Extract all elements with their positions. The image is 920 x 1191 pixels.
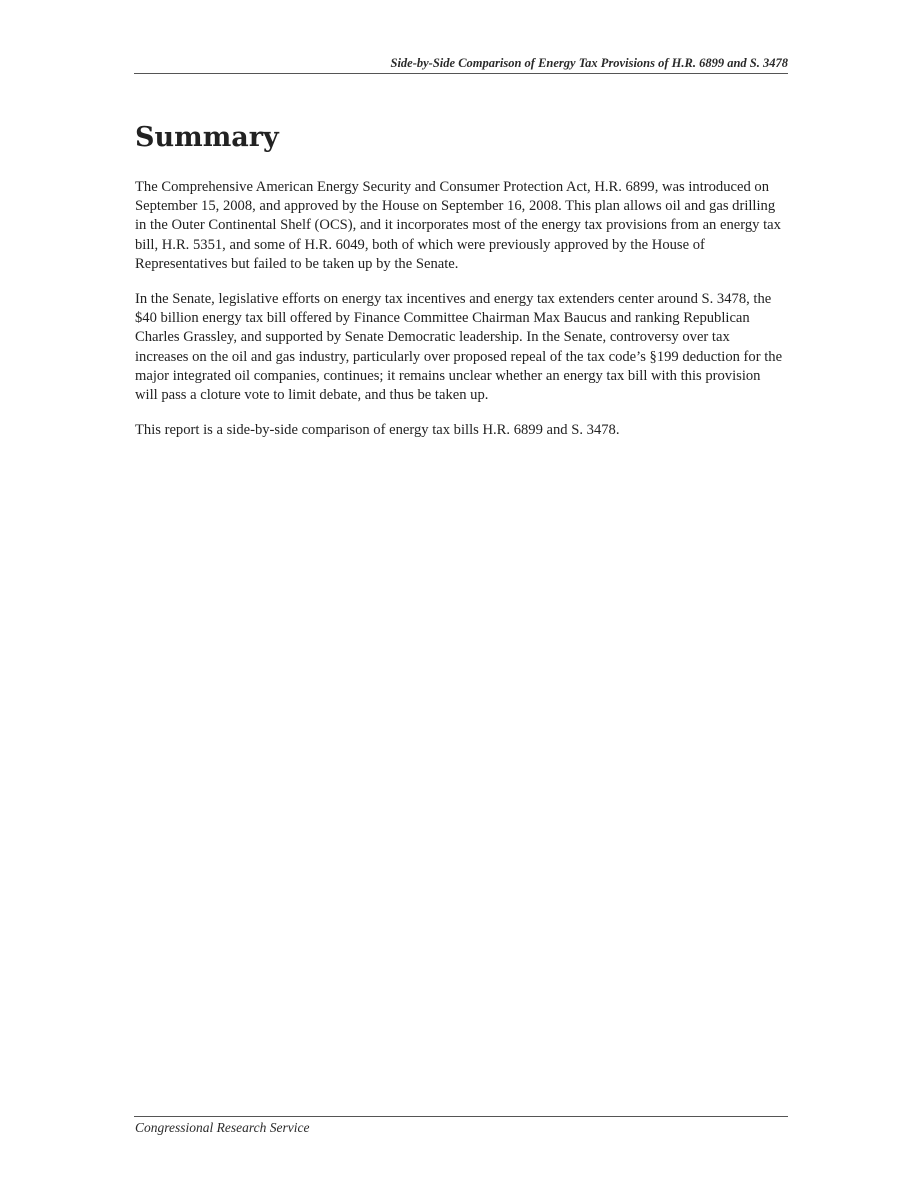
- summary-body: [135, 178, 785, 456]
- page-title: Summary: [135, 122, 279, 153]
- running-header-title: Side-by-Side Comparison of Energy Tax Provisions of H.R. 6899 and S. 3478: [390, 56, 788, 70]
- footer-divider: [134, 1116, 788, 1117]
- summary-paragraph-1: The Comprehensive American Energy Security and Consumer Protection Act, H.R. 6899, was introduced on September 15, 2008, and approved by the House on September 16, 2008. This plan allows oil and gas drilling in the Outer Continental Shelf (OCS), and it incorporates most of the energy tax provisions from an energy tax bill, H.R. 5351, and some of H.R. 6049, both of which were previously approved by the House of Representatives but failed to be taken up by the Senate.: [135, 179, 781, 272]
- summary-paragraph-3: This report is a side-by-side comparison of energy tax bills H.R. 6899 and S. 3478.: [135, 422, 620, 439]
- header-divider: [134, 73, 788, 74]
- running-footer-organization: Congressional Research Service: [135, 1120, 310, 1135]
- summary-paragraph-2: In the Senate, legislative efforts on energy tax incentives and energy tax extenders center around S. 3478, the $40 billion energy tax bill offered by Finance Committee Chairman Max Baucus and ranking Republican Charles Grassley, and supported by Senate Democratic leadership. In the Senate, controversy over tax increases on the oil and gas industry, particularly over proposed repeal of the tax code’s §199 deduction for the major integrated oil companies, continues; it remains unclear whether an energy tax bill with this provision will pass a cloture vote to limit debate, and thus be taken up.: [135, 291, 783, 404]
